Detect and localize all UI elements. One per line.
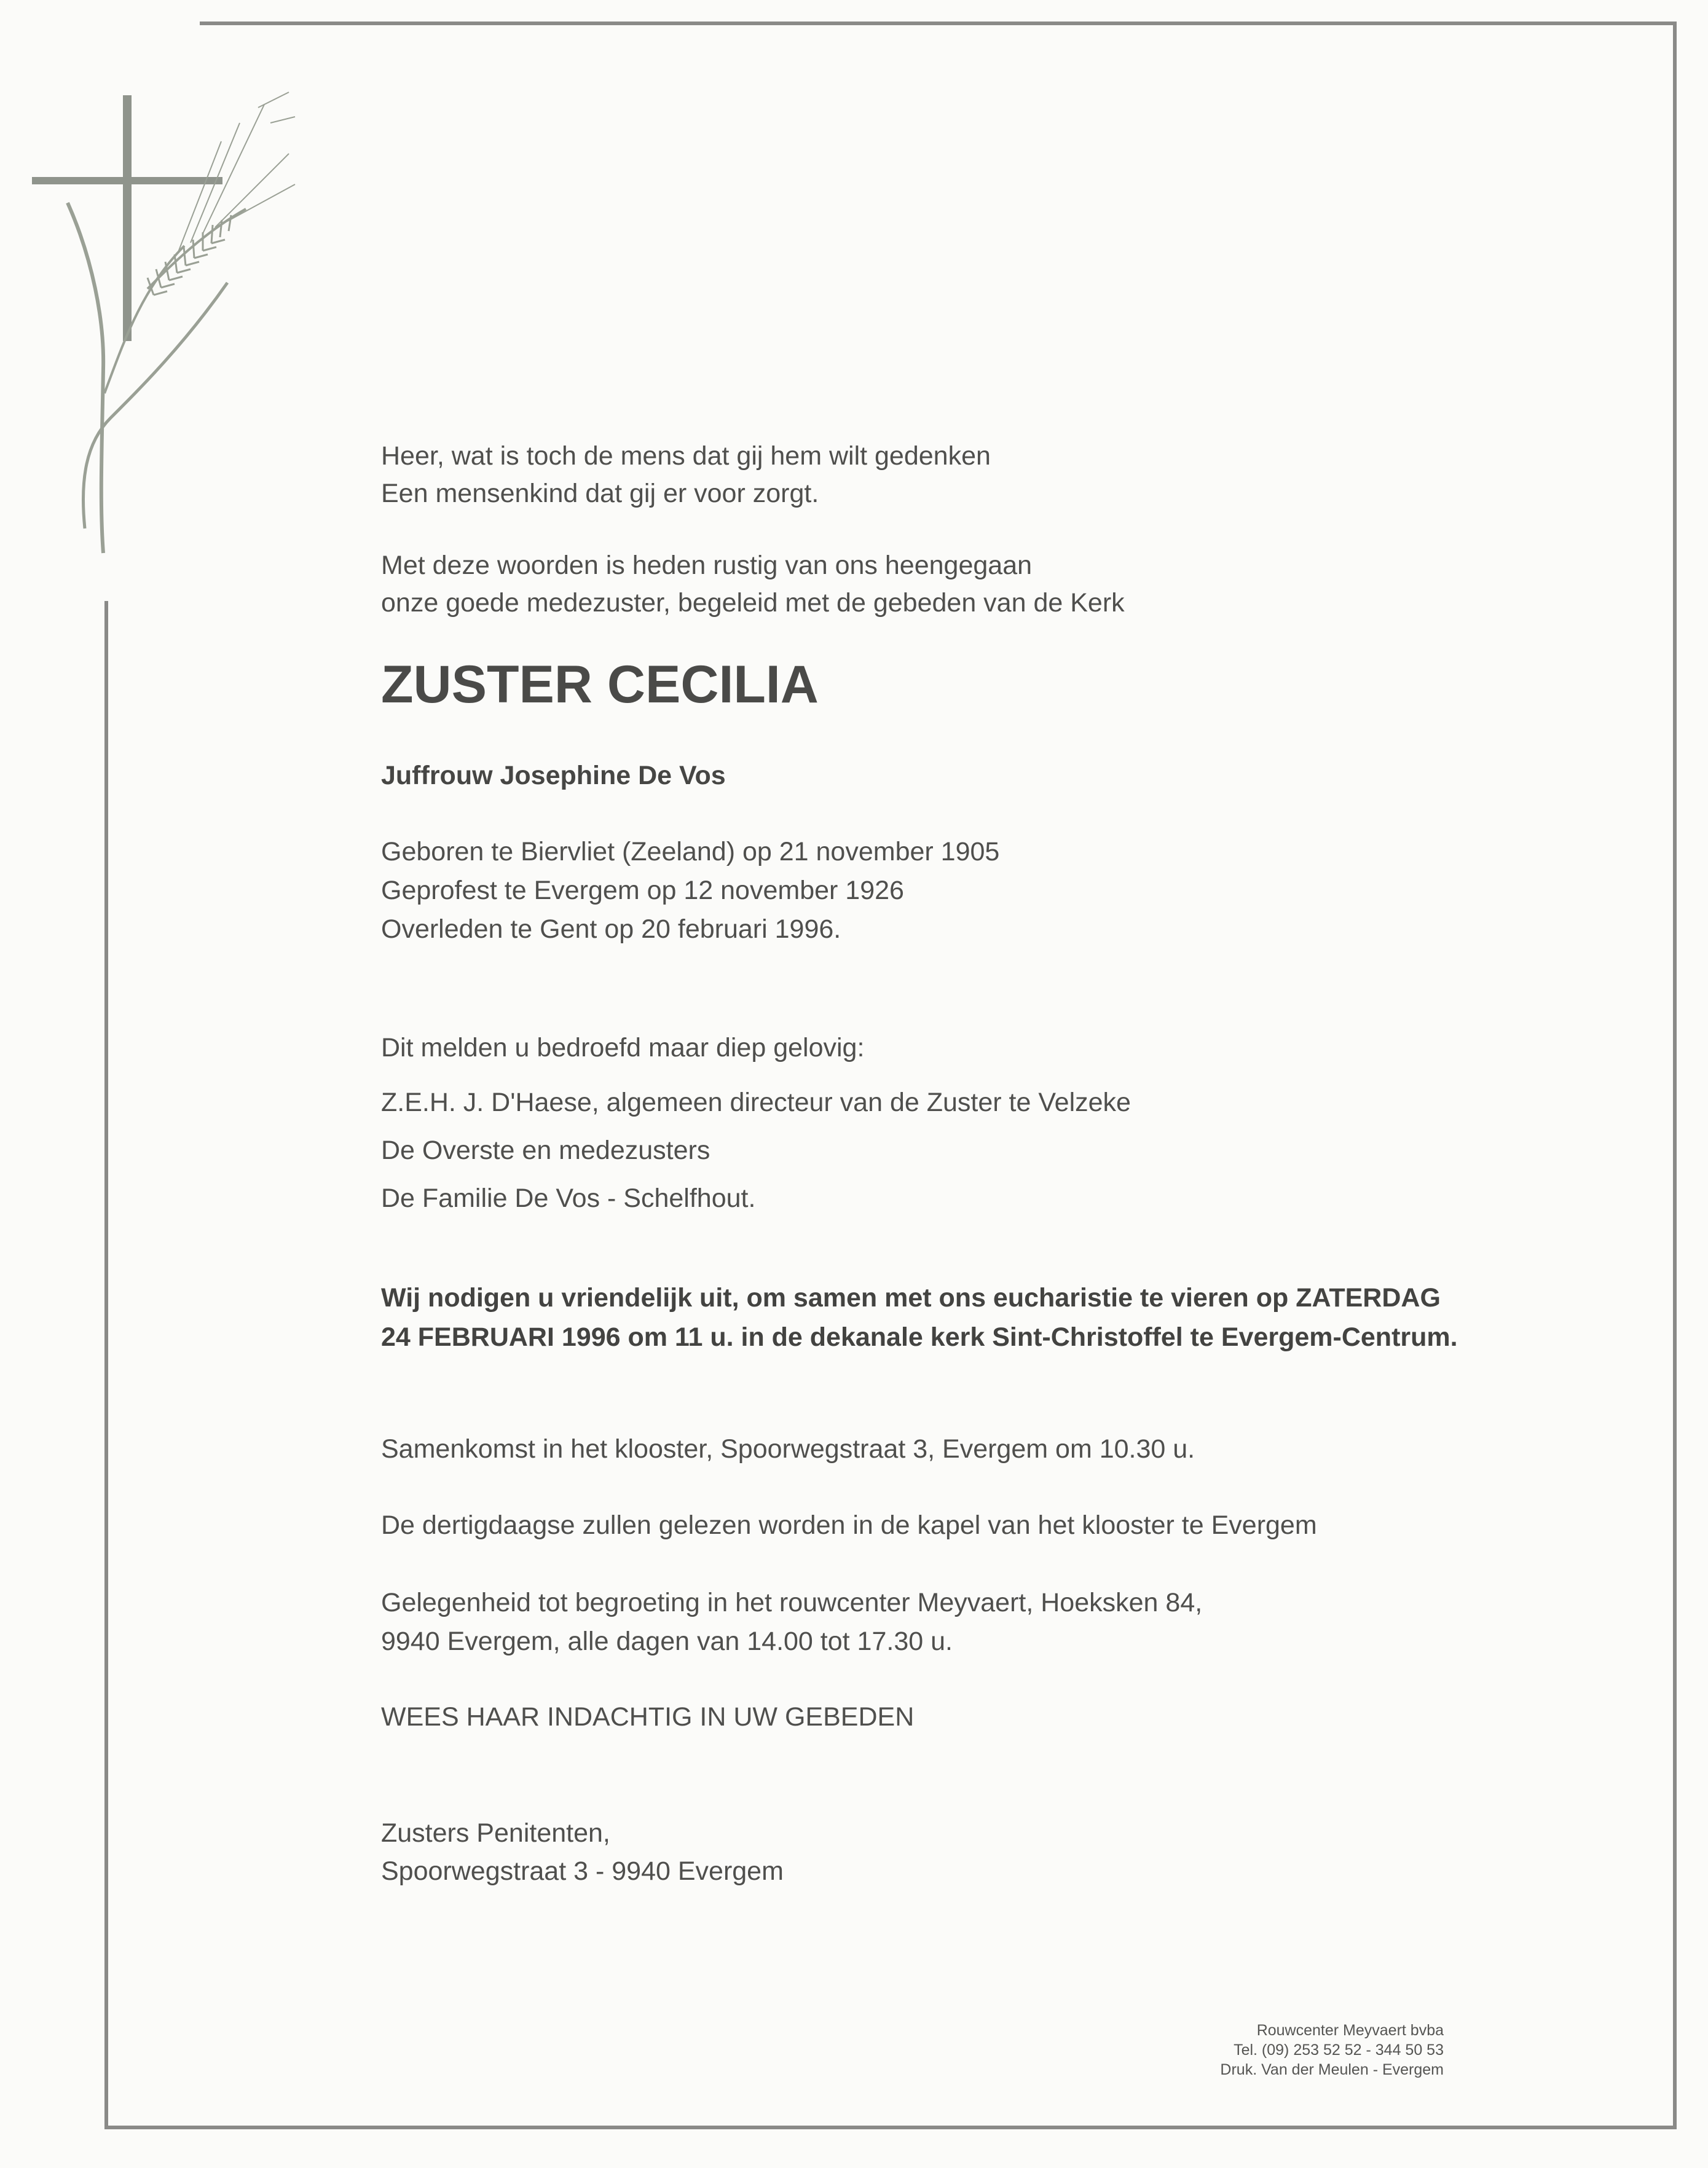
printer-line-1: Rouwcenter Meyvaert bvba [1256, 2022, 1444, 2039]
profession-line: Geprofest te Evergem op 12 november 1926 [381, 876, 904, 905]
printer-line-3: Druk. Van der Meulen - Evergem [1220, 2061, 1444, 2078]
death-line: Overleden te Gent op 20 februari 1996. [381, 914, 841, 944]
sender-line-1: Zusters Penitenten, [381, 1818, 610, 1848]
cross-icon [32, 95, 222, 341]
birth-line: Geboren te Biervliet (Zeeland) op 21 november 1905 [381, 837, 1000, 866]
visitation-line-1: Gelegenheid tot begroeting in het rouwcenter Meyvaert, Hoeksken 84, [381, 1588, 1203, 1617]
sender-line-2: Spoorwegstraat 3 - 9940 Evergem [381, 1856, 784, 1886]
printer-line-2: Tel. (09) 253 52 52 - 344 50 53 [1234, 2041, 1444, 2059]
deceased-name: ZUSTER CECILIA [381, 655, 819, 714]
announcer-item: De Overste en medezusters [381, 1136, 710, 1165]
verse-line-1: Heer, wat is toch de mens dat gij hem wilt gedenken [381, 441, 991, 471]
announcer-item: Z.E.H. J. D'Haese, algemeen directeur van de Zuster te Velzeke [381, 1088, 1131, 1117]
visitation-line-2: 9940 Evergem, alle dagen van 14.00 tot 17.30 u. [381, 1627, 953, 1656]
announcers-heading: Dit melden u bedroefd maar diep gelovig: [381, 1033, 865, 1062]
thirty-days-line: De dertigdaagse zullen gelezen worden in de kapel van het klooster te Evergem [381, 1510, 1317, 1540]
printer-credits [1220, 2021, 1444, 2080]
closing-line: WEES HAAR INDACHTIG IN UW GEBEDEN [381, 1702, 915, 1732]
intro-line-1: Met deze woorden is heden rustig van ons heengegaan [381, 551, 1033, 580]
invitation-text: Wij nodigen u vriendelijk uit, om samen met ons eucharistie te vieren op ZATERDAG 24 FEBRUARI 1996 om 11 u. in de dekanale kerk Sint-Christoffel te Evergem-Centrum. [381, 1283, 1458, 1352]
announcer-item: De Familie De Vos - Schelfhout. [381, 1184, 756, 1213]
intro-line-2: onze goede medezuster, begeleid met de gebeden van de Kerk [381, 588, 1125, 618]
wheat-icon [68, 92, 295, 553]
verse-line-2: Een mensenkind dat gij er voor zorgt. [381, 479, 819, 508]
civil-name: Juffrouw Josephine De Vos [381, 761, 726, 790]
gathering-line: Samenkomst in het klooster, Spoorwegstraat 3, Evergem om 10.30 u. [381, 1434, 1195, 1464]
